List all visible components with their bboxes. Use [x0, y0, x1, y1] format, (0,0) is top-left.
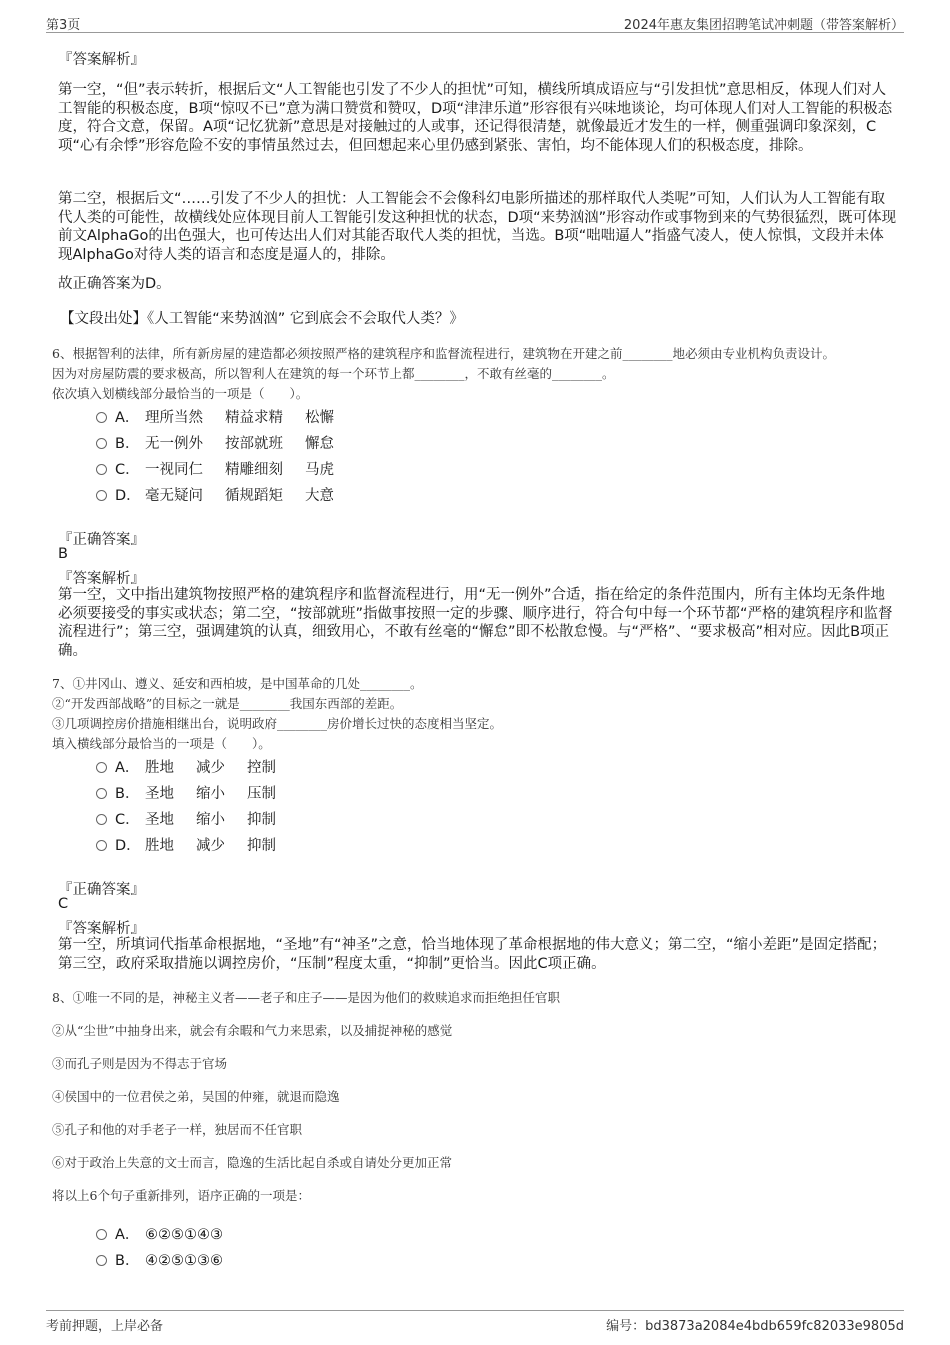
- footer-slogan: 考前押题，上岸必备: [46, 1319, 164, 1334]
- radio-icon[interactable]: [96, 464, 107, 475]
- question-stem: 填入横线部分最恰当的一项是（ ）。: [52, 736, 271, 751]
- options-list: [96, 755, 298, 859]
- analysis-label: 『答案解析』: [58, 571, 145, 587]
- correct-answer: C: [58, 896, 69, 912]
- question-stem: 将以上6个句子重新排列，语序正确的一项是：: [52, 1188, 310, 1203]
- option-d[interactable]: D． 毫无疑问 循规蹈矩 大意: [96, 483, 356, 509]
- question-stem: 7、①井冈山、遵义、延安和西柏坡，是中国革命的几处________。: [52, 676, 423, 691]
- page-footer: [46, 1310, 904, 1334]
- option-b[interactable]: B． ④②⑤①③⑥: [96, 1248, 223, 1274]
- document-title: 2024年惠友集团招聘笔试冲刺题（带答案解析）: [623, 18, 904, 33]
- sentence-6: ⑥对于政治上失意的文士而言，隐逸的生活比起自杀或自请处分更加正常: [52, 1155, 453, 1170]
- radio-icon[interactable]: [96, 788, 107, 799]
- question-8: [52, 988, 902, 1206]
- radio-icon[interactable]: [96, 1229, 107, 1240]
- radio-icon[interactable]: [96, 762, 107, 773]
- analysis-paragraph: 第一空，所填词代指革命根据地，“圣地”有“神圣”之意，恰当地体现了革命根据地的伟大意义；第二空，“缩小差距”是固定搭配；第三空，政府采取措施以调控房价，“压制”程度太重，“抑制”更恰当。因此C项正确。: [58, 937, 887, 972]
- radio-icon[interactable]: [96, 490, 107, 501]
- question-6: [52, 344, 902, 404]
- question-stem: ②“开发西部战略”的目标之一就是________我国东西部的差距。: [52, 696, 403, 711]
- document-code: 编号：bd3873a2084e4bdb659fc82033e9805d: [606, 1319, 904, 1334]
- analysis-paragraph: 第一空，文中指出建筑物按照严格的建筑程序和监督流程进行，用“无一例外”合适，指在给定的条件范围内，所有主体均无条件地必须要接受的事实或状态；第二空，“按部就班”指做事按照一定的步骤、顺序进行，符合句中每一个环节都“严格的建筑程序和监督流程进行”；第三空，强调建筑的认真，细致用心，不敢有丝毫的“懈怠”即不松散怠慢。与“严格”、“要求极高”相对应。因此B项正确。: [58, 587, 893, 659]
- option-b[interactable]: B． 无一例外 按部就班 懈怠: [96, 431, 356, 457]
- option-b[interactable]: B． 圣地 缩小 压制: [96, 781, 298, 807]
- answer-conclusion: 故正确答案为D。: [58, 276, 171, 292]
- option-d[interactable]: D． 胜地 减少 抑制: [96, 833, 298, 859]
- correct-answer-label: 『正确答案』: [58, 532, 145, 548]
- option-c[interactable]: C． 圣地 缩小 抑制: [96, 807, 298, 833]
- analysis-paragraph: 第二空，根据后文“……引发了不少人的担忧：人工智能会不会像科幻电影所描述的那样取代人类呢”可知，人们认为人工智能有取代人类的可能性，故横线处应体现目前人工智能引发这种担忧的状态，D项“来势汹汹”形容动作或事物到来的气势很猛烈，既可体现前文AlphaGo的出色强大，也可传达出人们对其能否取代人类的担忧，当选。B项“咄咄逼人”指盛气凌人，使人惊惧，文段并未体现AlphaGo对待人类的语言和态度是逼人的，排除。: [58, 191, 897, 263]
- radio-icon[interactable]: [96, 438, 107, 449]
- radio-icon[interactable]: [96, 814, 107, 825]
- question-stem: 因为对房屋防震的要求极高，所以智利人在建筑的每一个环节上都________，不敢有丝毫的________。: [52, 366, 615, 381]
- option-a[interactable]: A． 胜地 减少 控制: [96, 755, 298, 781]
- radio-icon[interactable]: [96, 840, 107, 851]
- sentence-5: ⑤孔子和他的对手老子一样，独居而不任官职: [52, 1122, 303, 1137]
- correct-answer-label: 『正确答案』: [58, 882, 145, 898]
- options-list: [96, 1222, 223, 1274]
- options-list: [96, 405, 356, 509]
- correct-answer: B: [58, 546, 68, 562]
- page-number: 第3页: [46, 18, 81, 33]
- question-7: [52, 674, 902, 754]
- page-header: [46, 10, 904, 33]
- sentence-2: ②从“尘世”中抽身出来，就会有余暇和气力来思索，以及捕捉神秘的感觉: [52, 1023, 453, 1038]
- option-a[interactable]: A． ⑥②⑤①④③: [96, 1222, 223, 1248]
- radio-icon[interactable]: [96, 412, 107, 423]
- analysis-paragraph: 第一空，“但”表示转折，根据后文“人工智能也引发了不少人的担忧”可知，横线所填成语应与“引发担忧”意思相反，体现人们对人工智能的积极态度，B项“惊叹不已”意为满口赞赏和赞叹，D项“津津乐道”形容很有兴味地谈论，均可体现人们对人工智能的积极态度，符合文意，保留。A项“记忆犹新”意思是对接触过的人或事，还记得很清楚，就像最近才发生的一样，侧重强调印象深刻，C项“心有余悸”形容危险不安的事情虽然过去，但回想起来心里仍感到紧张、害怕，均不能体现人们的积极态度，排除。: [58, 82, 893, 154]
- sentence-4: ④侯国中的一位君侯之弟，吴国的仲雍，就退而隐逸: [52, 1089, 340, 1104]
- option-a[interactable]: A． 理所当然 精益求精 松懈: [96, 405, 356, 431]
- question-stem: 依次填入划横线部分最恰当的一项是（ ）。: [52, 386, 309, 401]
- option-c[interactable]: C． 一视同仁 精雕细刻 马虎: [96, 457, 356, 483]
- analysis-label: 『答案解析』: [58, 52, 145, 68]
- sentence-1: 8、①唯一不同的是，神秘主义者——老子和庄子——是因为他们的救赎追求而拒绝担任官职: [52, 990, 560, 1005]
- source-citation: 【文段出处】《人工智能“来势汹汹” 它到底会不会取代人类？》: [60, 311, 464, 327]
- question-stem: ③几项调控房价措施相继出台，说明政府________房价增长过快的态度相当坚定。: [52, 716, 503, 731]
- sentence-3: ③而孔子则是因为不得志于官场: [52, 1056, 228, 1071]
- analysis-label: 『答案解析』: [58, 921, 145, 937]
- question-stem: 6、根据智利的法律，所有新房屋的建造都必须按照严格的建筑程序和监督流程进行，建筑物在开建之前________地必须由专业机构负责设计。: [52, 346, 835, 361]
- radio-icon[interactable]: [96, 1255, 107, 1266]
